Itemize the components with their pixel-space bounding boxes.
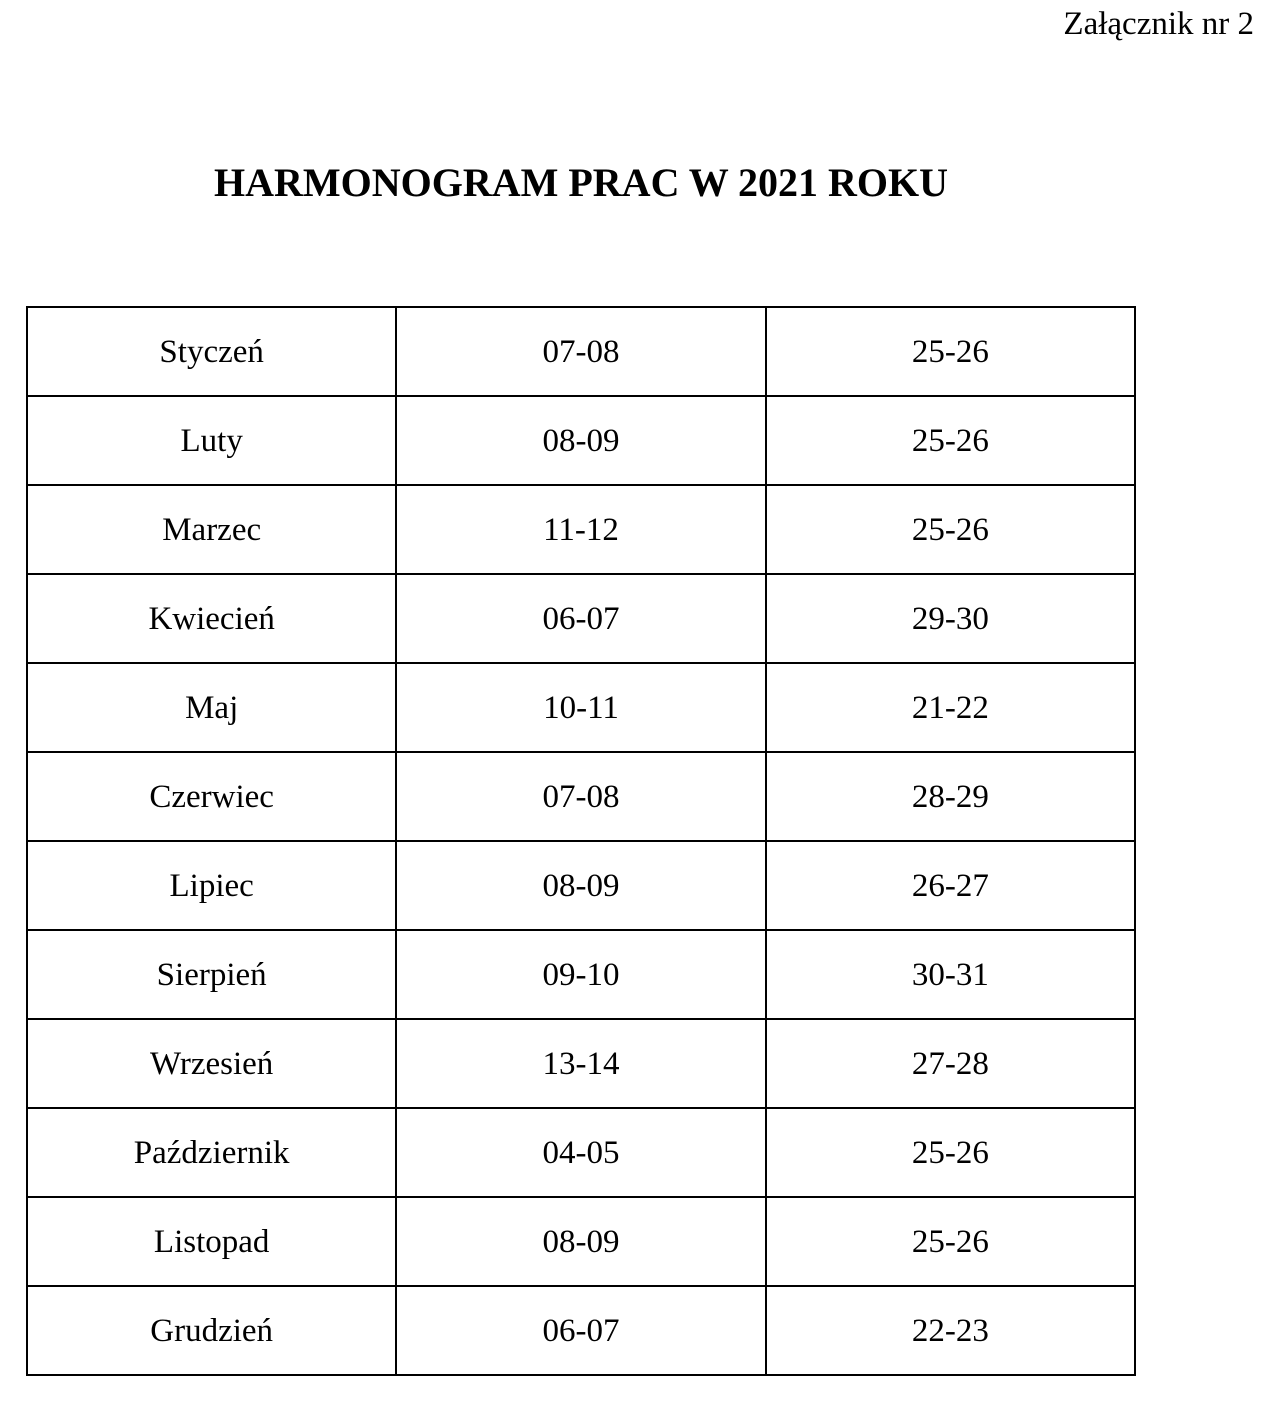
month-cell: Marzec	[27, 485, 396, 574]
table-row	[27, 841, 1135, 930]
second-period-cell: 26-27	[766, 841, 1135, 930]
second-period-cell: 25-26	[766, 1197, 1135, 1286]
second-period-cell: 25-26	[766, 307, 1135, 396]
first-period-cell: 06-07	[396, 574, 765, 663]
first-period-cell: 10-11	[396, 663, 765, 752]
month-cell: Lipiec	[27, 841, 396, 930]
table-row	[27, 930, 1135, 1019]
table-row	[27, 1286, 1135, 1375]
table-row	[27, 752, 1135, 841]
first-period-cell: 07-08	[396, 752, 765, 841]
second-period-cell: 22-23	[766, 1286, 1135, 1375]
second-period-cell: 21-22	[766, 663, 1135, 752]
month-cell: Styczeń	[27, 307, 396, 396]
second-period-cell: 30-31	[766, 930, 1135, 1019]
table-row	[27, 663, 1135, 752]
schedule-table-body	[27, 307, 1135, 1375]
first-period-cell: 08-09	[396, 1197, 765, 1286]
month-cell: Sierpień	[27, 930, 396, 1019]
table-row	[27, 1197, 1135, 1286]
table-row	[27, 396, 1135, 485]
page-title: HARMONOGRAM PRAC W 2021 ROKU	[213, 160, 949, 205]
month-cell: Kwiecień	[27, 574, 396, 663]
month-cell: Listopad	[27, 1197, 396, 1286]
second-period-cell: 25-26	[766, 485, 1135, 574]
first-period-cell: 13-14	[396, 1019, 765, 1108]
second-period-cell: 25-26	[766, 1108, 1135, 1197]
month-cell: Grudzień	[27, 1286, 396, 1375]
table-row	[27, 307, 1135, 396]
month-cell: Czerwiec	[27, 752, 396, 841]
schedule-table	[26, 306, 1136, 1376]
table-row	[27, 485, 1135, 574]
second-period-cell: 27-28	[766, 1019, 1135, 1108]
table-row	[27, 1019, 1135, 1108]
month-cell: Luty	[27, 396, 396, 485]
table-row	[27, 1108, 1135, 1197]
first-period-cell: 11-12	[396, 485, 765, 574]
second-period-cell: 29-30	[766, 574, 1135, 663]
first-period-cell: 04-05	[396, 1108, 765, 1197]
table-row	[27, 574, 1135, 663]
attachment-label: Załącznik nr 2	[1063, 6, 1254, 42]
first-period-cell: 09-10	[396, 930, 765, 1019]
first-period-cell: 06-07	[396, 1286, 765, 1375]
month-cell: Październik	[27, 1108, 396, 1197]
month-cell: Wrzesień	[27, 1019, 396, 1108]
second-period-cell: 25-26	[766, 396, 1135, 485]
second-period-cell: 28-29	[766, 752, 1135, 841]
first-period-cell: 08-09	[396, 396, 765, 485]
first-period-cell: 08-09	[396, 841, 765, 930]
month-cell: Maj	[27, 663, 396, 752]
first-period-cell: 07-08	[396, 307, 765, 396]
